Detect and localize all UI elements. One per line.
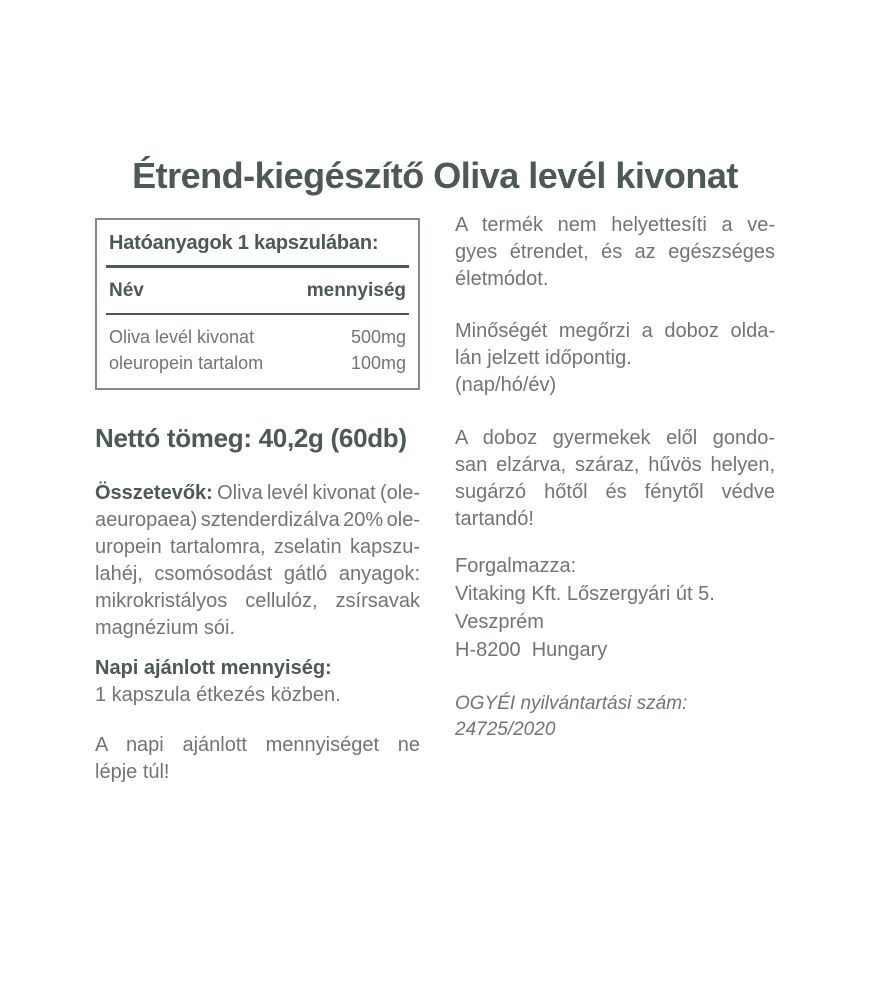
distributor-line: Vitaking Kft. Lőszergyári út 5. bbox=[455, 583, 715, 605]
registration-block bbox=[455, 691, 775, 743]
quality-line: lán jelzett időpontig. bbox=[455, 347, 632, 369]
warning-line: A napi ajánlott mennyiséget ne bbox=[95, 734, 420, 756]
daily-dose-label: Napi ajánlott mennyiség: bbox=[95, 657, 332, 679]
ingredient-name: Oliva levél kivonat bbox=[109, 327, 255, 347]
quality-paragraph bbox=[455, 318, 775, 399]
distributor-label: Forgalmazza: bbox=[455, 555, 577, 577]
daily-dose-section bbox=[95, 655, 420, 709]
storage-line: A doboz gyermekek elől gondo- bbox=[455, 427, 775, 449]
supplement-facts-table bbox=[95, 218, 420, 390]
table-row bbox=[97, 324, 418, 350]
daily-dose-text: 1 kapszula étkezés közben. bbox=[95, 684, 341, 706]
distributor-line: H-8200 Hungary bbox=[455, 639, 608, 661]
right-column bbox=[455, 212, 775, 743]
facts-header: Hatóanyagok 1 kapszulában: bbox=[109, 232, 379, 254]
storage-line: san elzárva, száraz, hűvös helyen, bbox=[455, 454, 775, 476]
registration-number: 24725/2020 bbox=[455, 719, 556, 740]
ingredient-quantity: 100mg bbox=[350, 353, 406, 373]
disclaimer-line: gyes étrendet, és az egészséges bbox=[455, 241, 775, 263]
warning-line: lépje túl! bbox=[95, 761, 170, 783]
ingredients-line: Összetevők: Oliva levél kivonat (ole- bbox=[95, 482, 421, 504]
col-header-name: Név bbox=[109, 280, 144, 301]
disclaimer-paragraph bbox=[455, 212, 775, 293]
quality-line: (nap/hó/év) bbox=[455, 374, 557, 396]
ingredients-line: lahéj, csomósodást gátló anyagok: bbox=[95, 563, 420, 585]
page-title: Étrend-kiegészítő Oliva levél kivonat bbox=[132, 155, 738, 196]
registration-label: OGYÉI nyilvántartási szám: bbox=[455, 693, 688, 714]
storage-paragraph bbox=[455, 425, 775, 533]
quality-line: Minőségét megőrzi a doboz olda- bbox=[455, 320, 775, 342]
ingredients-label: Összetevők: bbox=[95, 482, 213, 504]
distributor-line: Veszprém bbox=[455, 611, 544, 633]
ingredients-paragraph bbox=[95, 480, 420, 642]
warning-paragraph bbox=[95, 732, 420, 786]
table-row bbox=[97, 350, 418, 388]
ingredients-line: uropein tartalomra, zselatin kapszu- bbox=[95, 536, 420, 558]
storage-line: sugárzó hőtől és fénytől védve bbox=[455, 481, 775, 503]
col-header-quantity: mennyiség bbox=[306, 280, 406, 301]
distributor-block bbox=[455, 552, 775, 664]
ingredient-name: oleuropein tartalom bbox=[109, 353, 264, 373]
ingredient-quantity: 500mg bbox=[350, 327, 406, 347]
facts-column-headers bbox=[97, 268, 418, 313]
divider-thin bbox=[106, 313, 409, 315]
ingredients-line: magnézium sói. bbox=[95, 617, 236, 639]
ingredients-line: mikrokristályos cellulóz, zsírsavak bbox=[95, 590, 420, 612]
net-weight: Nettó tömeg: 40,2g (60db) bbox=[95, 423, 407, 453]
storage-line: tartandó! bbox=[455, 508, 534, 530]
disclaimer-line: életmódot. bbox=[455, 268, 549, 290]
ingredients-line: aeuropaea) sztenderdizálva 20% ole- bbox=[95, 509, 420, 531]
disclaimer-line: A termék nem helyettesíti a ve- bbox=[455, 214, 775, 236]
left-column bbox=[95, 218, 420, 786]
